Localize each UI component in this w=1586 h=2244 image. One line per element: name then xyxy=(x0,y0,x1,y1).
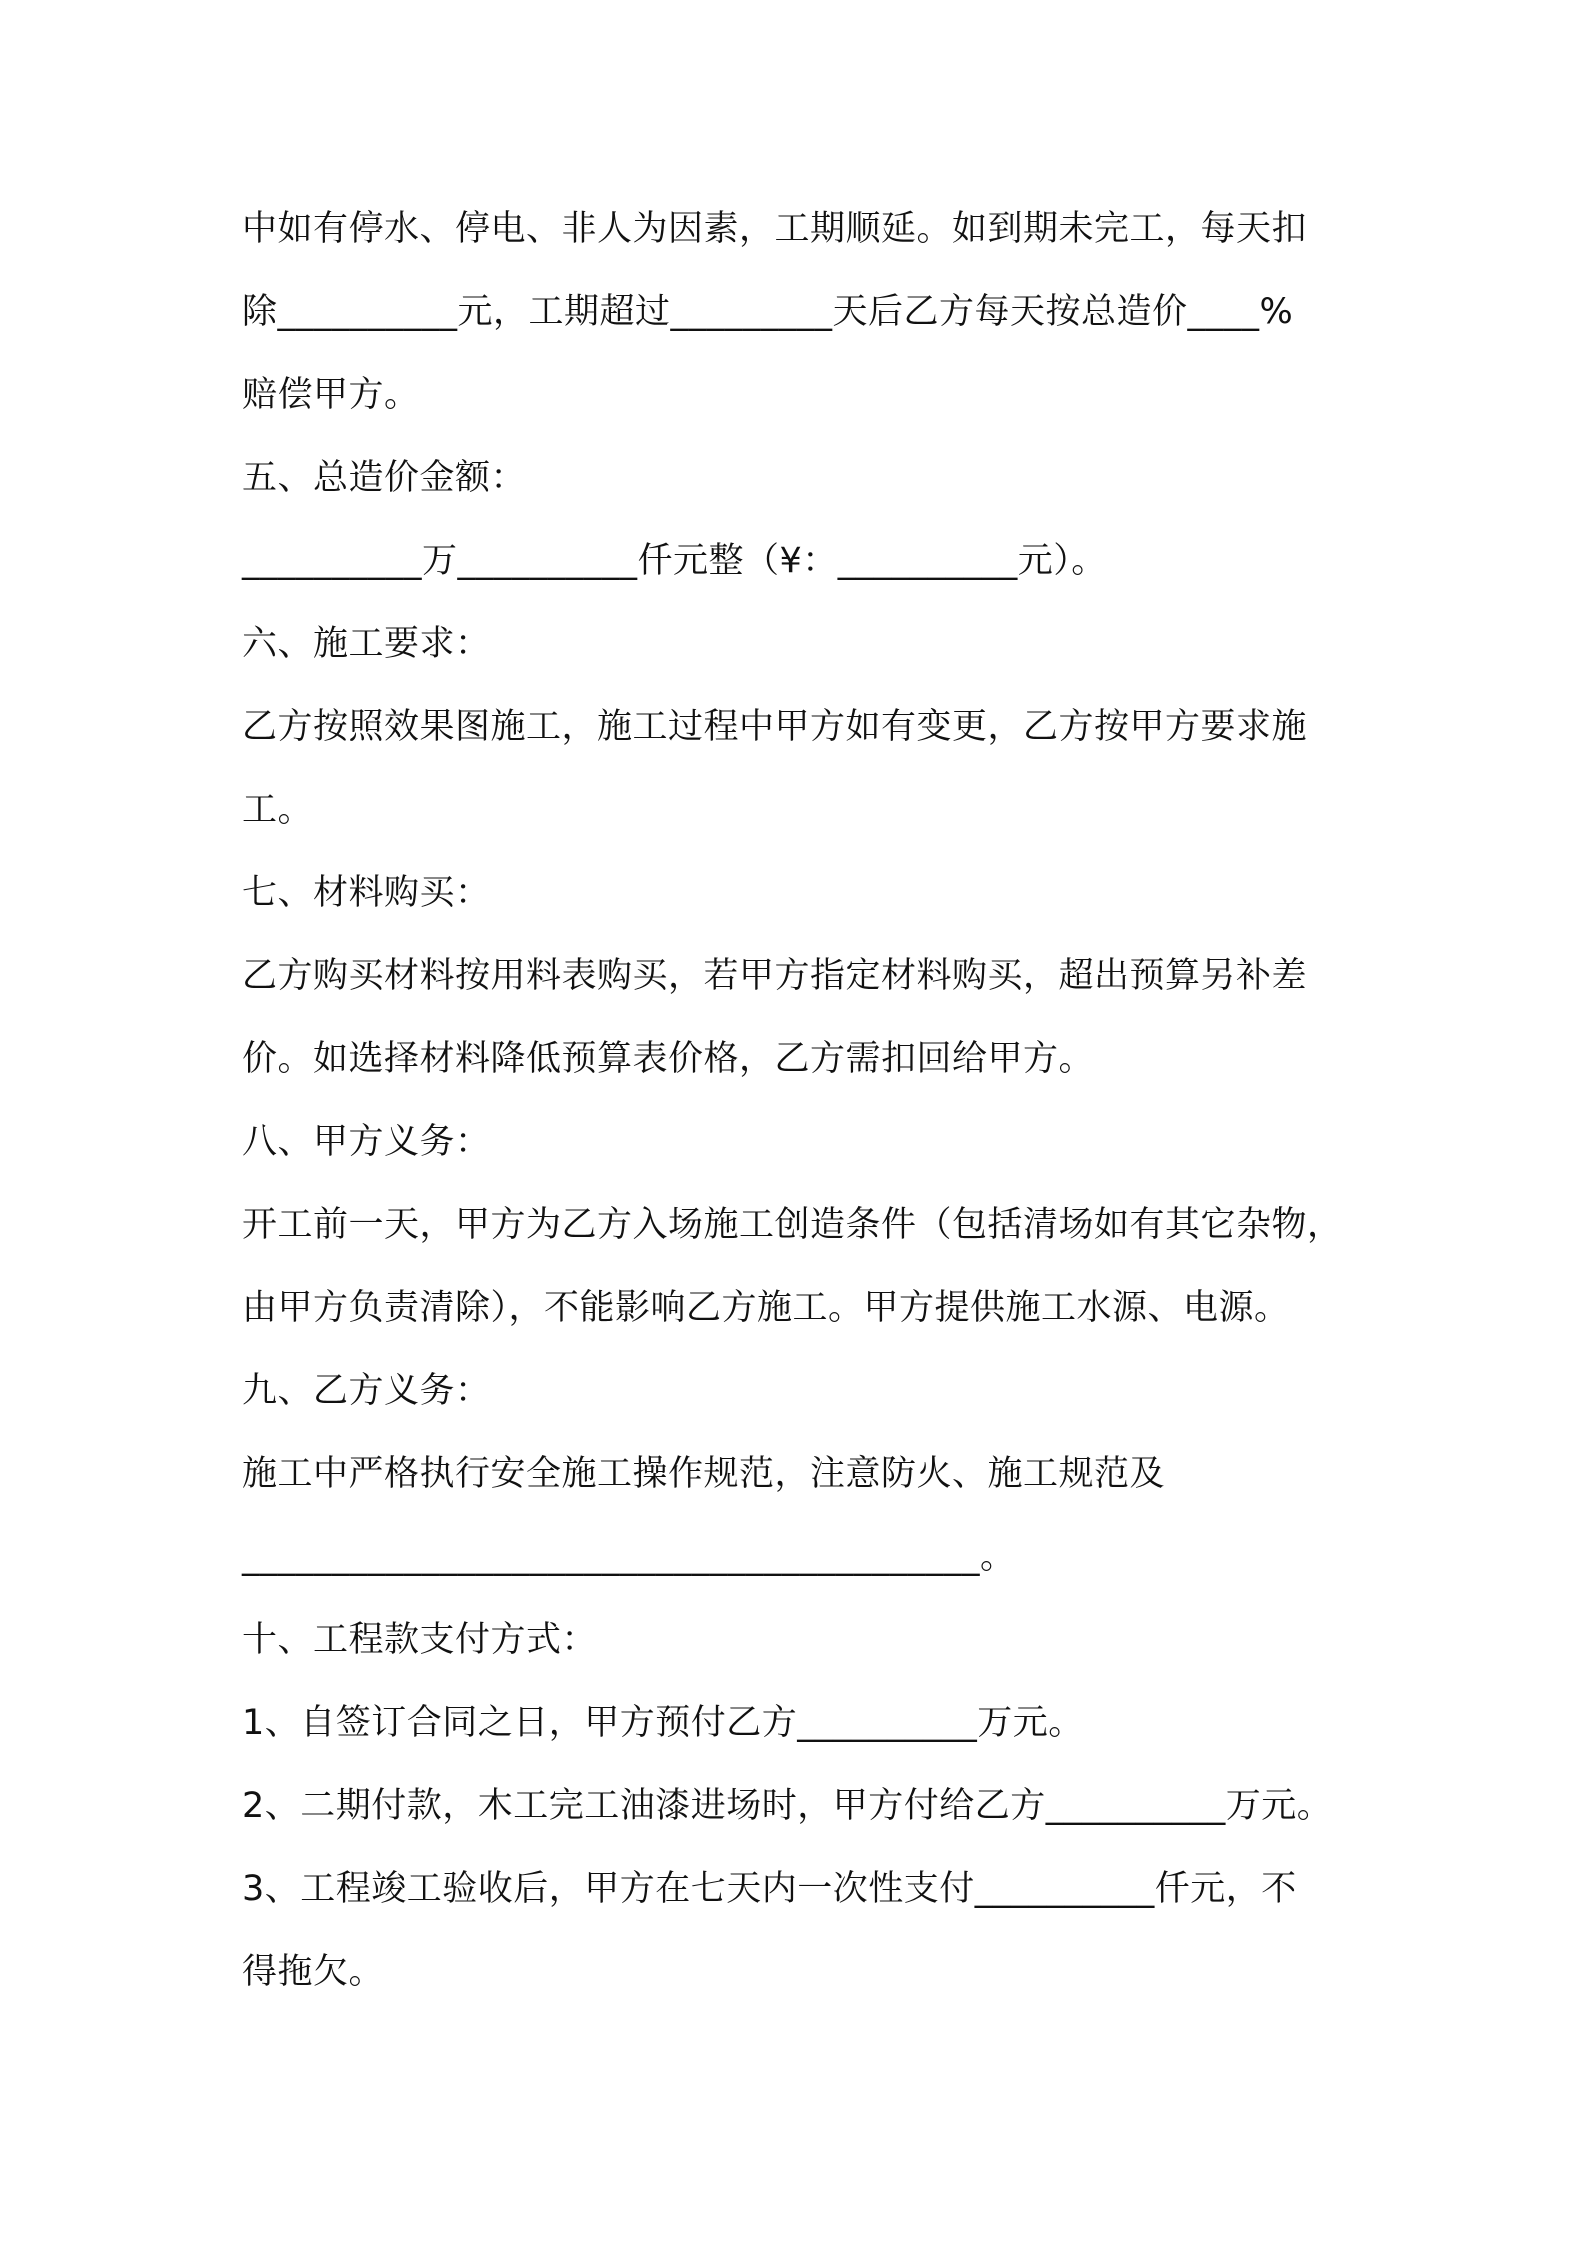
paragraph-line: 除__________元，工期超过_________天后乙方每天按总造价____% xyxy=(242,292,1294,332)
paragraph-line: 开工前一天，甲方为乙方入场施工创造条件（包括清场如有其它杂物， xyxy=(242,1205,1343,1245)
paragraph-line: 2、二期付款，木工完工油漆进场时，甲方付给乙方__________万元。 xyxy=(242,1786,1333,1826)
section-heading: 八、甲方义务： xyxy=(242,1122,491,1162)
section-heading: 六、施工要求： xyxy=(242,624,491,664)
paragraph-line: __________万__________仟元整（¥：__________元）。 xyxy=(242,541,1107,581)
paragraph-line: 得拖欠。 xyxy=(242,1952,385,1992)
section-heading: 九、乙方义务： xyxy=(242,1371,491,1411)
paragraph-line: 由甲方负责清除），不能影响乙方施工。甲方提供施工水源、电源。 xyxy=(242,1288,1290,1328)
section-heading: 七、材料购买： xyxy=(242,873,491,913)
section-heading: 五、总造价金额： xyxy=(242,458,527,498)
paragraph-line: 乙方购买材料按用料表购买，若甲方指定材料购买，超出预算另补差 xyxy=(242,956,1308,996)
paragraph-line: 1、自签订合同之日，甲方预付乙方__________万元。 xyxy=(242,1703,1084,1743)
paragraph-line: 乙方按照效果图施工，施工过程中甲方如有变更，乙方按甲方要求施 xyxy=(242,707,1308,747)
section-heading: 十、工程款支付方式： xyxy=(242,1620,598,1660)
paragraph-line: _________________________________________。 xyxy=(242,1537,1016,1577)
paragraph-line: 3、工程竣工验收后，甲方在七天内一次性支付__________仟元，不 xyxy=(242,1869,1297,1909)
paragraph-line: 中如有停水、停电、非人为因素，工期顺延。如到期未完工，每天扣 xyxy=(242,209,1308,249)
paragraph-line: 施工中严格执行安全施工操作规范，注意防火、施工规范及 xyxy=(242,1454,1166,1494)
paragraph-line: 赔偿甲方。 xyxy=(242,375,420,415)
paragraph-line: 工。 xyxy=(242,790,314,830)
paragraph-line: 价。如选择材料降低预算表价格，乙方需扣回给甲方。 xyxy=(242,1039,1095,1079)
